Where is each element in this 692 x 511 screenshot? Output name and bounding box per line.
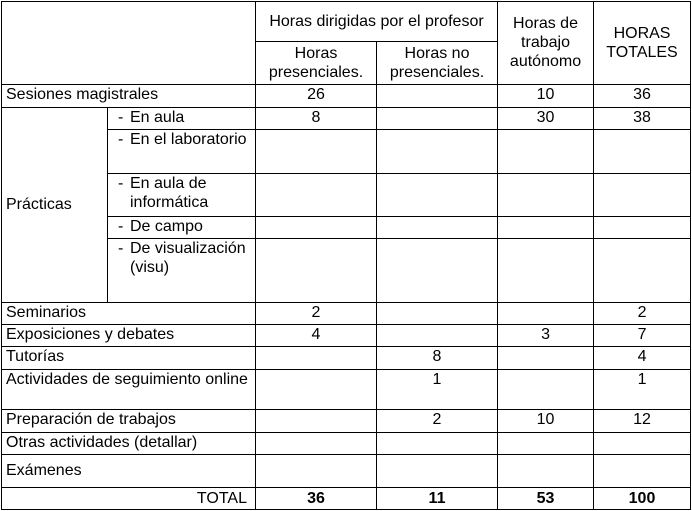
cell-presenciales <box>256 455 377 487</box>
cell-autonomo: 3 <box>498 325 594 347</box>
cell-total: 38 <box>594 108 691 130</box>
cell-total: 1 <box>594 369 691 409</box>
cell-no-presenciales <box>377 173 498 216</box>
row-otras <box>2 433 691 455</box>
row-label: Exámenes <box>2 455 256 487</box>
cell-autonomo: 10 <box>498 409 594 432</box>
header-no-presenciales: Horas no presenciales. <box>377 42 498 84</box>
hours-table <box>1 1 691 510</box>
cell-presenciales: 4 <box>256 325 377 347</box>
row-label: Preparación de trabajos <box>2 409 256 432</box>
cell-total <box>594 433 691 455</box>
cell-presenciales: 8 <box>256 108 377 130</box>
header-empty-cell <box>2 2 256 85</box>
cell-autonomo <box>498 130 594 173</box>
total-label: TOTAL <box>2 487 256 509</box>
cell-no-presenciales <box>377 455 498 487</box>
cell-no-presenciales <box>377 130 498 173</box>
cell-autonomo <box>498 369 594 409</box>
cell-presenciales <box>256 347 377 369</box>
row-label: Actividades de seguimiento online <box>2 369 256 409</box>
cell-autonomo <box>498 455 594 487</box>
cell-total <box>594 130 691 173</box>
total-no-presenciales: 11 <box>377 487 498 509</box>
row-label: Seminarios <box>2 302 256 324</box>
cell-presenciales <box>256 409 377 432</box>
cell-autonomo: 10 <box>498 84 594 107</box>
row-label: - En aula de informática <box>108 173 256 216</box>
total-autonomo: 53 <box>498 487 594 509</box>
row-label: Tutorías <box>2 347 256 369</box>
cell-total: 12 <box>594 409 691 432</box>
cell-presenciales <box>256 433 377 455</box>
cell-presenciales <box>256 130 377 173</box>
cell-total: 36 <box>594 84 691 107</box>
row-preparacion <box>2 409 691 432</box>
cell-autonomo: 30 <box>498 108 594 130</box>
cell-no-presenciales: 8 <box>377 347 498 369</box>
row-seguimiento <box>2 369 691 409</box>
cell-no-presenciales <box>377 302 498 324</box>
cell-autonomo <box>498 217 594 239</box>
practicas-label: Prácticas <box>2 108 108 303</box>
total-presenciales: 36 <box>256 487 377 509</box>
cell-total: 2 <box>594 302 691 324</box>
cell-total <box>594 173 691 216</box>
row-label: - En el laboratorio <box>108 130 256 173</box>
cell-presenciales <box>256 217 377 239</box>
cell-total <box>594 239 691 303</box>
cell-total <box>594 217 691 239</box>
row-total <box>2 487 691 509</box>
row-label: Otras actividades (detallar) <box>2 433 256 455</box>
cell-no-presenciales <box>377 433 498 455</box>
header-autonomous: Horas de trabajo autónomo <box>498 2 594 85</box>
cell-presenciales <box>256 369 377 409</box>
cell-no-presenciales <box>377 325 498 347</box>
cell-presenciales: 26 <box>256 84 377 107</box>
header-total: HORAS TOTALES <box>594 2 691 85</box>
cell-autonomo <box>498 433 594 455</box>
cell-no-presenciales <box>377 108 498 130</box>
cell-no-presenciales: 2 <box>377 409 498 432</box>
cell-total: 7 <box>594 325 691 347</box>
row-en-aula <box>2 108 691 130</box>
row-exposiciones <box>2 325 691 347</box>
cell-no-presenciales: 1 <box>377 369 498 409</box>
row-label: Exposiciones y debates <box>2 325 256 347</box>
cell-total <box>594 455 691 487</box>
cell-no-presenciales <box>377 239 498 303</box>
cell-autonomo <box>498 173 594 216</box>
row-seminarios <box>2 302 691 324</box>
header-presenciales: Horas presenciales. <box>256 42 377 84</box>
row-tutorias <box>2 347 691 369</box>
row-label: - De campo <box>108 217 256 239</box>
row-sesiones <box>2 84 691 107</box>
header-group-directed: Horas dirigidas por el profesor <box>256 2 498 42</box>
total-total: 100 <box>594 487 691 509</box>
cell-no-presenciales <box>377 217 498 239</box>
cell-presenciales <box>256 173 377 216</box>
cell-no-presenciales <box>377 84 498 107</box>
cell-autonomo <box>498 239 594 303</box>
row-examenes <box>2 455 691 487</box>
row-label: - De visualización (visu) <box>108 239 256 303</box>
cell-autonomo <box>498 347 594 369</box>
cell-presenciales: 2 <box>256 302 377 324</box>
cell-total: 4 <box>594 347 691 369</box>
cell-autonomo <box>498 302 594 324</box>
row-label: Sesiones magistrales <box>2 84 256 107</box>
row-label: - En aula <box>108 108 256 130</box>
cell-presenciales <box>256 239 377 303</box>
